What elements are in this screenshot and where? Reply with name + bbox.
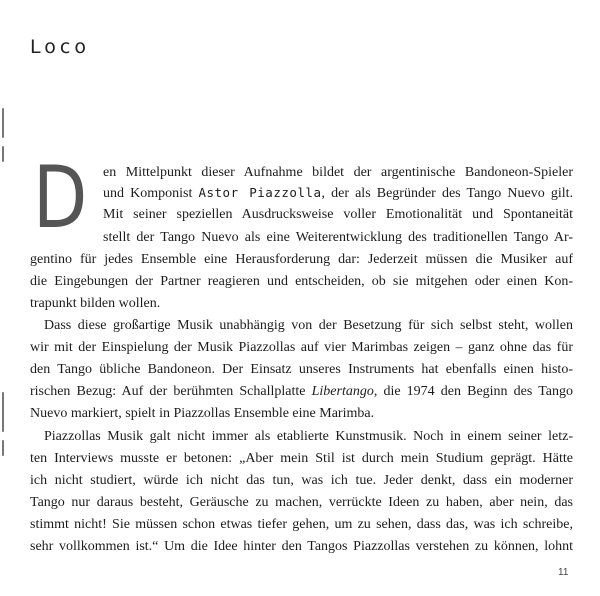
composer-name: Astor Piazzolla (198, 185, 322, 200)
text-run: , die 1974 den Beginn des Tango (373, 384, 573, 399)
binding-mark (2, 392, 4, 432)
text-run: en Mittelpunkt dieser Aufnahme bildet der argentinische Bandoneon-Spieler (103, 165, 573, 180)
text-run: stimmt nicht! Sie müssen schon etwas tiefer gehen, um zu sehen, dass das, was ich schreibe, (30, 517, 573, 532)
text-line (103, 205, 573, 225)
album-title: Libertango (311, 384, 374, 399)
text-run: , der als Begründer des Tango Nuevo gilt. (321, 186, 574, 201)
text-run: stellt der Tango Nuevo als eine Weiterentwicklung des traditionellen Tango Ar- (103, 230, 573, 245)
text-run: Mit seiner speziellen Ausdrucksweise voller Emotionalität und Spontaneität (103, 207, 573, 222)
text-line (30, 404, 573, 424)
drop-cap: D (33, 148, 88, 248)
text-run: rischen Bezug: Auf der berühmten Schallplatte (30, 384, 312, 399)
text-run: wir mit der Einspielung der Musik Piazzollas auf vier Marimbas zeigen – ganz ohne das für (30, 340, 573, 355)
text-line (30, 515, 573, 535)
text-run: trapunkt bilden wollen. (30, 296, 161, 311)
text-run: Piazzollas Musik galt nicht immer als etablierte Kunstmusik. Noch in einem seiner letz- (44, 429, 573, 444)
page-number: 11 (558, 567, 569, 578)
text-line (44, 316, 573, 336)
text-line (30, 471, 573, 491)
text-line (103, 163, 573, 183)
text-line (30, 537, 573, 557)
text-run: den Tango übliche Bandoneon. Der Einsatz unseres Instruments hat ebenfalls einen histo- (30, 362, 573, 377)
binding-mark (2, 146, 4, 162)
text-run: Dass diese großartige Musik unabhängig von der Besetzung für sich selbst steht, wollen (44, 318, 573, 333)
text-line (30, 338, 573, 358)
text-line (30, 250, 573, 270)
text-line (30, 382, 573, 402)
binding-mark (2, 108, 4, 138)
text-run: sehr vollkommen ist.“ Um die Idee hinter den Tangos Piazzollas verstehen zu können, lohnt (30, 539, 573, 554)
text-line (103, 183, 573, 204)
text-run: und Komponist (103, 186, 199, 201)
text-run: ich nicht studiert, würde ich nicht das tun, was ich tue. Jeder denkt, dass ein moderner (30, 473, 573, 488)
text-run: gentino für jedes Ensemble eine Herausforderung dar: Jederzeit müssen die Musiker auf (30, 252, 573, 267)
text-line (103, 228, 573, 248)
binding-mark (2, 440, 4, 456)
text-line (30, 360, 573, 380)
text-run: Tango nur daraus besteht, Geräusche zu machen, verrückte Ideen zu haben, aber nein, das (30, 495, 573, 510)
text-line (44, 427, 573, 447)
page-title: Loco (30, 36, 90, 58)
text-run: ten Interviews musste er betonen: „Aber mein Stil ist durch mein Studium geprägt. Hätte (30, 451, 573, 466)
text-line (30, 493, 573, 513)
text-run: die Eingebungen der Partner reagieren und entscheiden, ob sie mitgehen oder einen Kon- (30, 274, 573, 289)
text-line (30, 294, 573, 314)
text-line (30, 449, 573, 469)
text-line (30, 272, 573, 292)
text-run: Nuevo markiert, spielt in Piazzollas Ensemble eine Marimba. (30, 406, 375, 421)
